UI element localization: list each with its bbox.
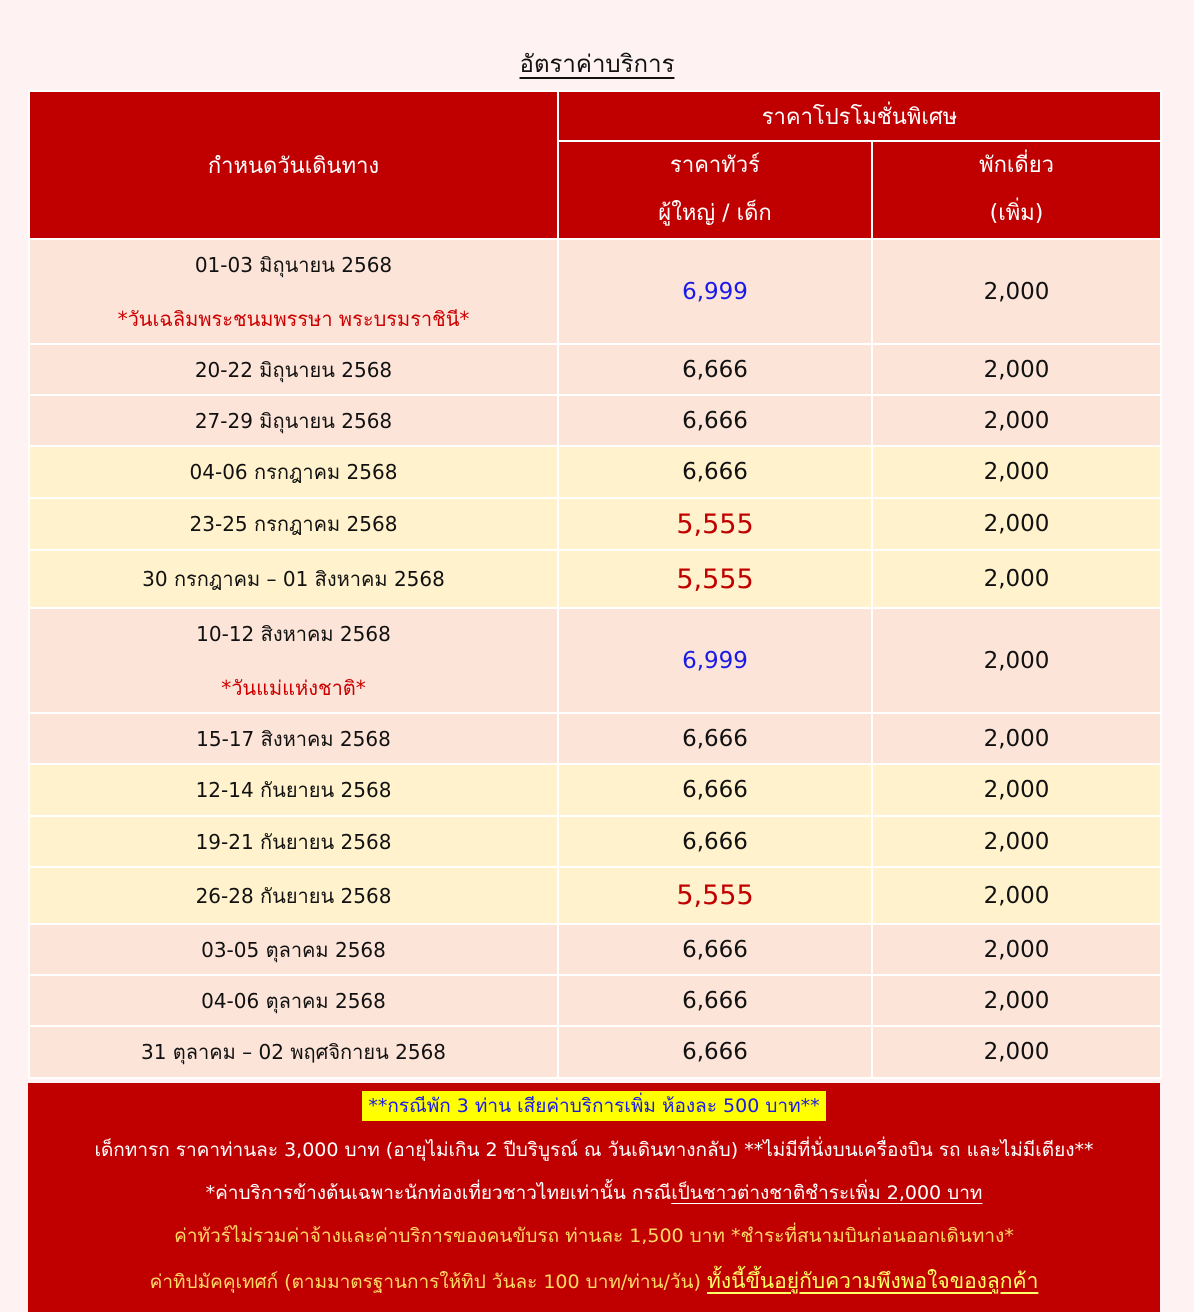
single-supplement: 2,000 (872, 608, 1161, 713)
holiday-note: *วันเฉลิมพระชนมพรรษา พระบรมราชินี* (117, 306, 470, 331)
travel-date-cell (29, 608, 558, 713)
travel-date: 20-22 มิถุนายน 2568 (194, 357, 393, 382)
single-supplement: 2,000 (872, 713, 1161, 764)
table-row (29, 498, 1161, 550)
table-row (29, 867, 1161, 924)
header-price-line1: ราคาทัวร์ (670, 153, 760, 178)
header-date: กำหนดวันเดินทาง (29, 91, 558, 239)
foreigner-surcharge: เป็นชาวต่างชาติชำระเพิ่ม 2,000 บาท (671, 1182, 983, 1204)
holiday-note: *วันแม่แห่งชาติ* (221, 675, 366, 700)
single-supplement: 2,000 (872, 395, 1161, 446)
travel-date: 04-06 กรกฎาคม 2568 (189, 460, 398, 484)
travel-date-cell (29, 395, 558, 446)
tour-price: 6,666 (558, 713, 872, 764)
travel-date: 10-12 สิงหาคม 2568 (196, 621, 391, 646)
table-row (29, 446, 1161, 498)
travel-date-cell (29, 975, 558, 1026)
table-row (29, 816, 1161, 867)
thai-only-note (28, 1178, 1160, 1208)
travel-date-cell (29, 764, 558, 816)
tour-price: 6,666 (558, 344, 872, 395)
triple-room-note: **กรณีพัก 3 ท่าน เสียค่าบริการเพิ่ม ห้องละ 500 บาท** (362, 1091, 825, 1121)
single-supplement: 2,000 (872, 975, 1161, 1026)
travel-date: 12-14 กันยายน 2568 (195, 778, 392, 802)
tip-text: ค่าทิปมัคคุเทศก์ (ตามมาตรฐานการให้ทิป วันละ 100 บาท/ท่าน/วัน) (149, 1271, 707, 1293)
travel-date: 01-03 มิถุนายน 2568 (194, 252, 393, 277)
tour-price: 5,555 (558, 550, 872, 608)
single-supplement: 2,000 (872, 764, 1161, 816)
table-row (29, 344, 1161, 395)
travel-date-cell (29, 816, 558, 867)
tip-note (28, 1265, 1160, 1298)
single-supplement: 2,000 (872, 867, 1161, 924)
infant-note: เด็กทารก ราคาท่านละ 3,000 บาท (อายุไม่เกิน 2 ปีบริบูรณ์ ณ วันเดินทางกลับ) **ไม่มีที่นั่งบนเครื่องบิน รถ และไม่มีเตียง** (94, 1139, 1094, 1161)
travel-date-cell (29, 344, 558, 395)
rates-table (28, 90, 1162, 1079)
travel-date: 27-29 มิถุนายน 2568 (194, 408, 393, 433)
travel-date-cell (29, 713, 558, 764)
tour-price: 6,666 (558, 395, 872, 446)
travel-date-cell (29, 239, 558, 344)
tour-price: 5,555 (558, 498, 872, 550)
travel-date: 26-28 กันยายน 2568 (195, 883, 392, 908)
travel-date-cell (29, 446, 558, 498)
tour-price: 6,999 (558, 239, 872, 344)
header-single-line2: (เพิ่ม) (989, 201, 1044, 226)
travel-date: 03-05 ตุลาคม 2568 (201, 937, 386, 962)
single-supplement: 2,000 (872, 498, 1161, 550)
travel-date-cell (29, 924, 558, 975)
travel-date-cell (29, 867, 558, 924)
travel-date-cell (29, 550, 558, 608)
tour-price: 6,666 (558, 816, 872, 867)
table-row (29, 608, 1161, 713)
header-single (872, 141, 1161, 239)
single-supplement: 2,000 (872, 550, 1161, 608)
table-row (29, 713, 1161, 764)
table-row (29, 1026, 1161, 1078)
travel-date-cell (29, 1026, 558, 1078)
table-row (29, 550, 1161, 608)
tip-satisfaction: ทั้งนี้ขึ้นอยู่กับความพึงพอใจของลูกค้า (707, 1269, 1039, 1293)
travel-date: 31 ตุลาคม – 02 พฤศจิกายน 2568 (140, 1040, 447, 1064)
thai-only-text: *ค่าบริการข้างต้นเฉพาะนักท่องเที่ยวชาวไทยเท่านั้น กรณี (205, 1182, 672, 1204)
table-row (29, 924, 1161, 975)
tour-price: 6,666 (558, 764, 872, 816)
travel-date: 15-17 สิงหาคม 2568 (196, 726, 391, 751)
table-row (29, 975, 1161, 1026)
header-price (558, 141, 872, 239)
tour-price: 6,666 (558, 975, 872, 1026)
single-supplement: 2,000 (872, 1026, 1161, 1078)
single-supplement: 2,000 (872, 239, 1161, 344)
tour-price: 5,555 (558, 867, 872, 924)
rates-body (29, 239, 1161, 1078)
table-row (29, 764, 1161, 816)
tour-price: 6,666 (558, 446, 872, 498)
driver-fee-note: ค่าทัวร์ไม่รวมค่าจ้างและค่าบริการของคนขับรถ ท่านละ 1,500 บาท *ชำระที่สนามบินก่อนออกเดินทาง* (174, 1225, 1014, 1247)
tour-price: 6,999 (558, 608, 872, 713)
single-supplement: 2,000 (872, 446, 1161, 498)
tour-price: 6,666 (558, 1026, 872, 1078)
header-single-line1: พักเดี่ยว (979, 153, 1054, 178)
travel-date: 04-06 ตุลาคม 2568 (201, 988, 386, 1013)
travel-date: 19-21 กันยายน 2568 (195, 829, 392, 854)
page-title: อัตราค่าบริการ (519, 50, 675, 78)
header-promo: ราคาโปรโมชั่นพิเศษ (558, 91, 1161, 141)
travel-date: 23-25 กรกฎาคม 2568 (189, 512, 398, 536)
tour-price: 6,666 (558, 924, 872, 975)
single-supplement: 2,000 (872, 344, 1161, 395)
table-row (29, 239, 1161, 344)
travel-date: 30 กรกฎาคม – 01 สิงหาคม 2568 (142, 567, 445, 591)
header-price-line2: ผู้ใหญ่ / เด็ก (658, 201, 772, 226)
travel-date-cell (29, 498, 558, 550)
single-supplement: 2,000 (872, 924, 1161, 975)
single-supplement: 2,000 (872, 816, 1161, 867)
table-row (29, 395, 1161, 446)
footer-notes (28, 1083, 1160, 1312)
